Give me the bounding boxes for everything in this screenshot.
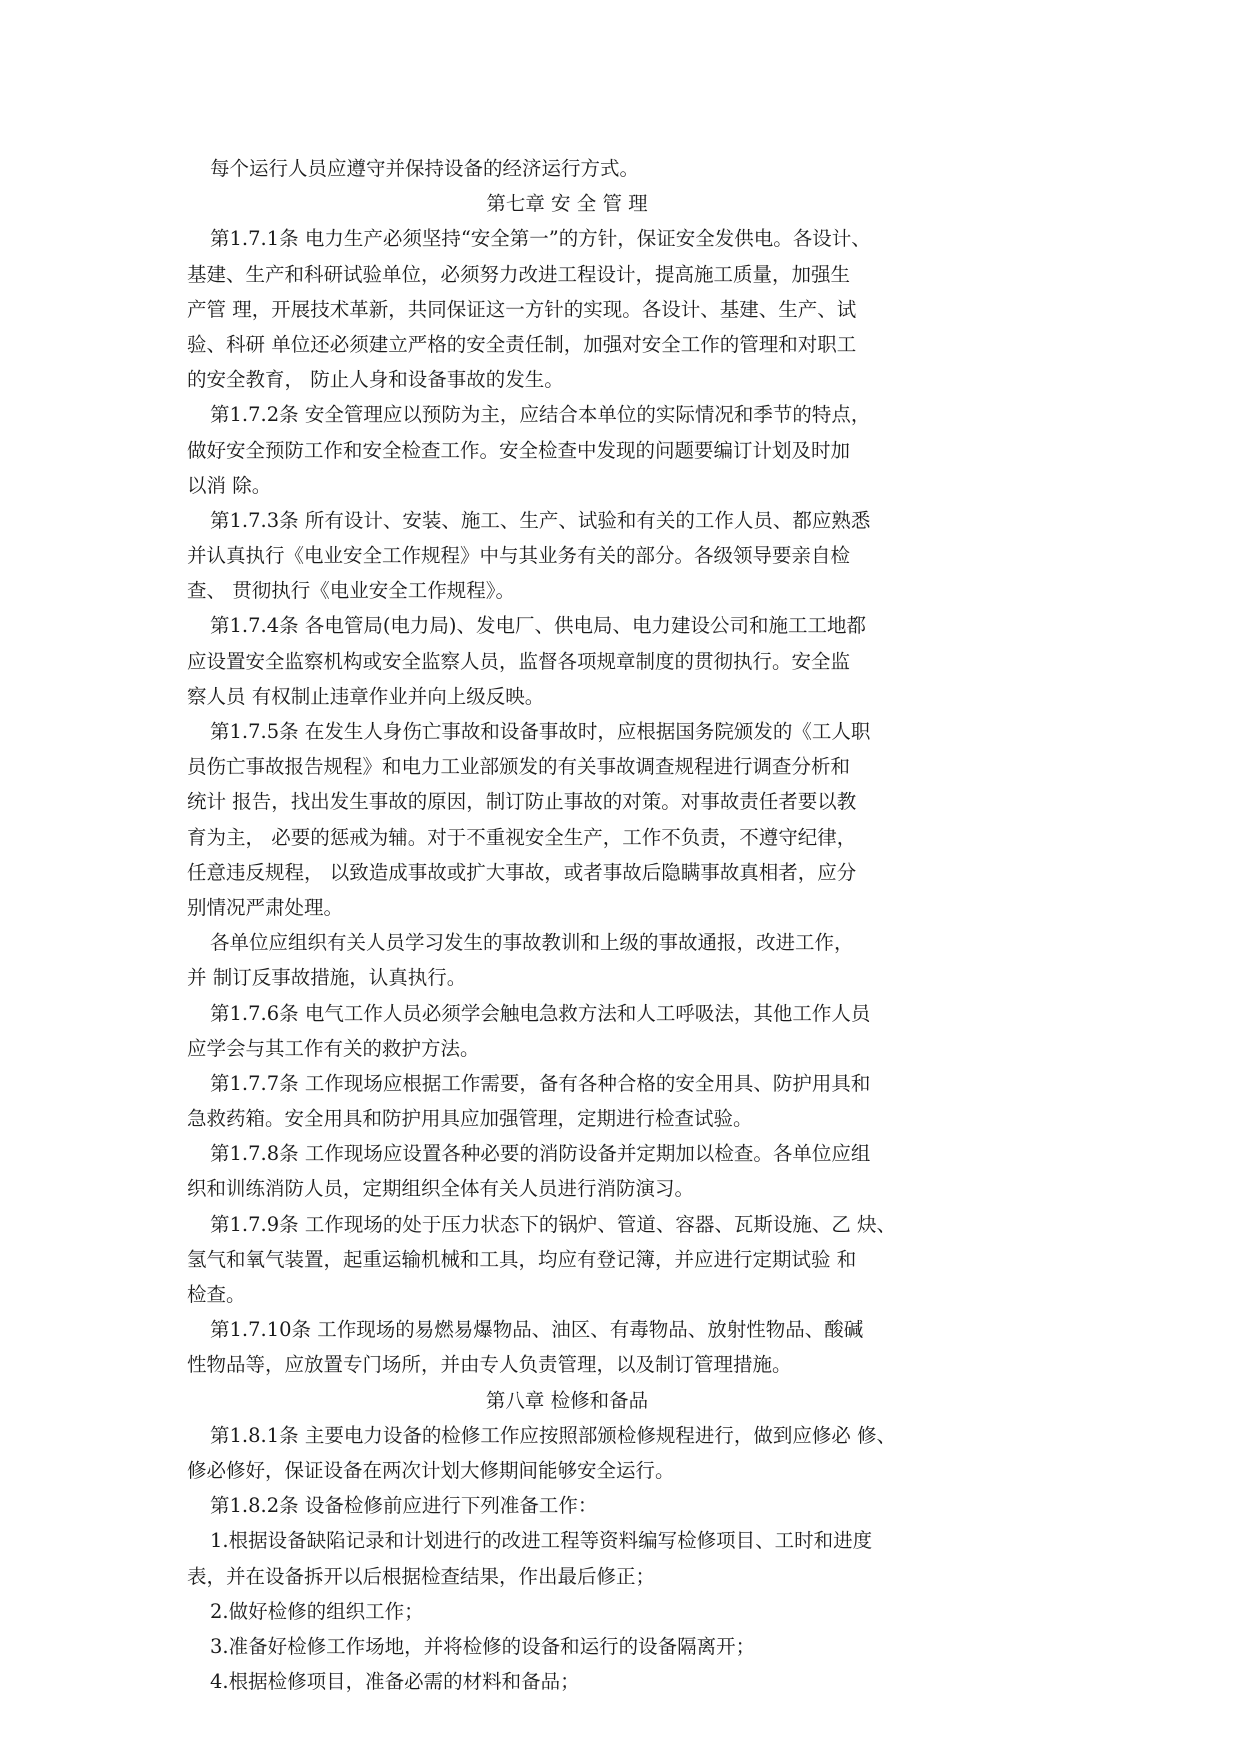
text-line: 第1.7.2条 安全管理应以预防为主，应结合本单位的实际情况和季节的特点，: [210, 403, 871, 427]
text-line: 织和训练消防人员，定期组织全体有关人员进行消防演习。: [187, 1177, 695, 1201]
text-line: 员伤亡事故报告规程》和电力工业部颁发的有关事故调查规程进行调查分析和: [187, 755, 851, 779]
text-line: 查、 贯彻执行《电业安全工作规程》。: [187, 579, 515, 603]
text-line: 性物品等，应放置专门场所，并由专人负责管理，以及制订管理措施。: [187, 1353, 792, 1377]
text-line: 急救药箱。安全用具和防护用具应加强管理，定期进行检查试验。: [187, 1107, 753, 1131]
text-line: 第1.7.6条 电气工作人员必须学会触电急救方法和人工呼吸法，其他工作人员: [210, 1001, 871, 1025]
text-line: 产管 理，开展技术革新，共同保证这一方针的实现。各设计、基建、生产、试: [187, 297, 857, 321]
text-line: 第1.7.3条 所有设计、安装、施工、生产、试验和有关的工作人员、都应熟悉: [210, 508, 871, 532]
text-line: 第1.7.8条 工作现场应设置各种必要的消防设备并定期加以检查。各单位应组: [210, 1142, 871, 1166]
text-line: 第1.7.5条 在发生人身伤亡事故和设备事故时，应根据国务院颁发的《工人职: [210, 720, 871, 743]
text-line: 做好安全预防工作和安全检查工作。安全检查中发现的问题要编订计划及时加: [187, 438, 851, 462]
text-line: 第1.7.7条 工作现场应根据工作需要，备有各种合格的安全用具、防护用具和: [210, 1071, 871, 1095]
text-line: 统计 报告，找出发生事故的原因，制订防止事故的对策。对事故责任者要以教: [187, 790, 857, 814]
text-line: 第1.7.9条 工作现场的处于压力状态下的锅炉、管道、容器、瓦斯设施、乙 炔、: [210, 1212, 897, 1236]
text-line: 第1.7.10条 工作现场的易燃易爆物品、油区、有毒物品、放射性物品、酸碱: [210, 1318, 864, 1342]
text-line: 检查。: [187, 1283, 246, 1306]
text-line: 1.根据设备缺陷记录和计划进行的改进工程等资料编写检修项目、工时和进度: [210, 1529, 873, 1553]
text-line: 并 制订反事故措施，认真执行。: [187, 966, 467, 990]
text-line: 任意违反规程， 以致造成事故或扩大事故，或者事故后隐瞒事故真相者，应分: [187, 860, 857, 884]
text-line: 育为主， 必要的惩戒为辅。对于不重视安全生产，工作不负责，不遵守纪律，: [187, 825, 857, 849]
text-line: 2.做好检修的组织工作；: [210, 1599, 424, 1623]
chapter-heading: 第八章 检修和备品: [485, 1388, 649, 1412]
text-line: 第1.8.1条 主要电力设备的检修工作应按照部颁检修规程进行，做到应修必 修、: [210, 1423, 897, 1447]
text-line: 第1.8.2条 设备检修前应进行下列准备工作：: [210, 1494, 598, 1518]
document-body: [187, 151, 947, 1699]
text-line: 第1.7.1条 电力生产必须坚持“安全第一”的方针，保证安全发供电。各设计、: [210, 227, 871, 251]
text-line: 基建、生产和科研试验单位，必须努力改进工程设计，提高施工质量，加强生: [187, 262, 851, 286]
text-line: 别情况严肃处理。: [187, 895, 344, 919]
text-line: 4.根据检修项目，准备必需的材料和备品；: [210, 1670, 580, 1694]
text-line: 第1.7.4条 各电管局(电力局)、发电厂、供电局、电力建设公司和施工工地都: [210, 614, 867, 638]
text-line: 并认真执行《电业安全工作规程》中与其业务有关的部分。各级领导要亲自检: [187, 544, 851, 568]
chapter-heading: 第七章 安 全 管 理: [486, 192, 648, 216]
text-line: 每个运行人员应遵守并保持设备的经济运行方式。: [210, 157, 640, 180]
text-line: 修必修好，保证设备在两次计划大修期间能够安全运行。: [187, 1458, 675, 1482]
text-line: 以消 除。: [187, 473, 272, 497]
text-line: 的安全教育， 防止人身和设备事故的发生。: [187, 368, 564, 392]
text-line: 表，并在设备拆开以后根据检查结果，作出最后修正；: [187, 1564, 656, 1588]
text-line: 应学会与其工作有关的救护方法。: [187, 1036, 480, 1060]
text-line: 各单位应组织有关人员学习发生的事故教训和上级的事故通报，改进工作，: [210, 931, 854, 955]
text-line: 察人员 有权制止违章作业并向上级反映。: [187, 684, 545, 708]
text-line: 3.准备好检修工作场地，并将检修的设备和运行的设备隔离开；: [210, 1634, 756, 1658]
text-line: 应设置安全监察机构或安全监察人员，监督各项规章制度的贯彻执行。安全监: [187, 649, 851, 673]
text-line: 验、科研 单位还必须建立严格的安全责任制，加强对安全工作的管理和对职工: [187, 332, 857, 356]
text-line: 氢气和氧气装置，起重运输机械和工具，均应有登记簿，并应进行定期试验 和: [187, 1247, 857, 1271]
